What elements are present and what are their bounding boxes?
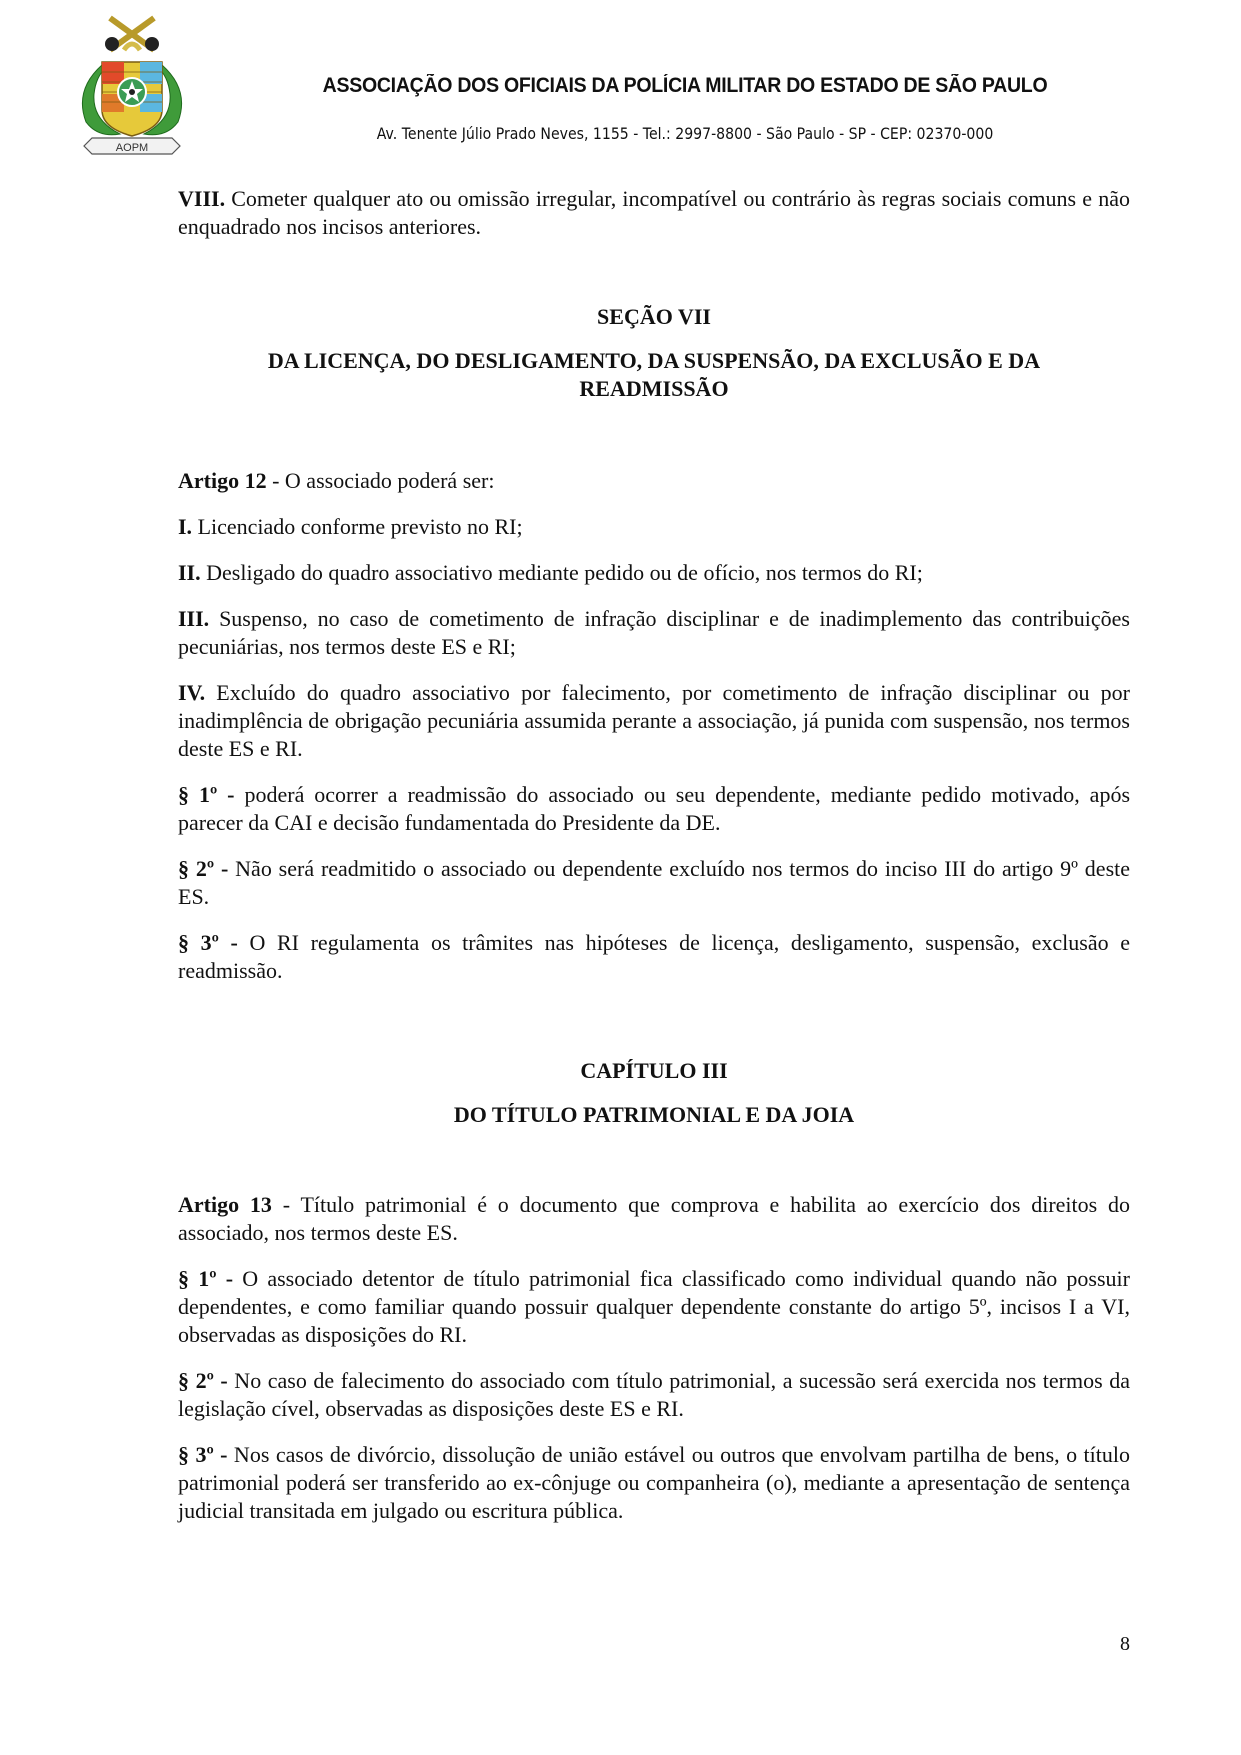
article-12-paragraph-1 <box>178 781 1130 837</box>
paragraph-text: poderá ocorrer a readmissão do associado ou seu dependente, mediante pedido motivado, após parecer da CAI e decisão fundamentada do Presidente da DE. <box>178 782 1131 835</box>
article-label: Artigo 12 <box>178 468 267 493</box>
item-text: Excluído do quadro associativo por falecimento, por cometimento de infração disciplinar ou por inadimplência de obrigação pecuniária assumida perante a associação, já punida com suspensão, nos termos deste ES e RI. <box>178 680 1130 761</box>
article-12-paragraph-2 <box>178 855 1130 911</box>
article-13 <box>178 1191 1130 1247</box>
article-12 <box>178 467 1130 495</box>
page-number: 8 <box>1120 1633 1130 1655</box>
paragraph-label: § 1º - <box>178 782 235 807</box>
section-subheading: DA LICENÇA, DO DESLIGAMENTO, DA SUSPENSÃO, DA EXCLUSÃO E DA READMISSÃO <box>267 348 1041 401</box>
chapter-subheading: DO TÍTULO PATRIMONIAL E DA JOIA <box>453 1102 855 1127</box>
article-13-paragraph-1 <box>178 1265 1130 1349</box>
aopm-crest-logo <box>72 10 192 160</box>
article-12-item-iii <box>178 605 1130 661</box>
article-12-item-ii <box>178 559 1130 587</box>
paragraph-text: O associado detentor de título patrimonial fica classificado como individual quando não possuir dependentes, e como familiar quando possuir qualquer dependente constante do artigo 5º, incisos I a VI, observadas as disposições do RI. <box>178 1266 1130 1347</box>
logo-text: AOPM <box>115 142 149 154</box>
article-13-paragraph-2 <box>178 1367 1130 1423</box>
article-text: - Título patrimonial é o documento que comprova e habilita ao exercício dos direitos do associado, nos termos deste ES. <box>178 1192 1131 1245</box>
item-label: IV. <box>178 680 206 705</box>
article-13-paragraph-3 <box>178 1441 1130 1525</box>
page-header <box>0 0 1241 170</box>
article-label: Artigo 13 <box>178 1192 272 1217</box>
shield-icon <box>102 62 162 136</box>
section-heading: SEÇÃO VII <box>597 304 711 329</box>
paragraph-text: Não será readmitido o associado ou dependente excluído nos termos do inciso III do artigo 9º deste ES. <box>178 856 1131 909</box>
article-text: - O associado poderá ser: <box>266 468 495 493</box>
article-12-paragraph-3 <box>178 929 1130 985</box>
paragraph-text: No caso de falecimento do associado com título patrimonial, a sucessão será exercida nos termos da legislação cível, observadas as disposições deste ES e RI. <box>178 1368 1130 1421</box>
inciso-viii <box>178 185 1130 241</box>
organization-title: ASSOCIAÇÃO DOS OFICIAIS DA POLÍCIA MILITAR DO ESTADO DE SÃO PAULO <box>322 74 1048 97</box>
paragraph-label: § 3º - <box>178 930 238 955</box>
item-label: I. <box>178 514 193 539</box>
item-label: II. <box>178 560 201 585</box>
item-text: Cometer qualquer ato ou omissão irregular, incompatível ou contrário às regras sociais comuns e não enquadrado nos incisos anteriores. <box>178 186 1130 239</box>
paragraph-label: § 1º - <box>178 1266 234 1291</box>
article-12-item-iv <box>178 679 1130 763</box>
organization-address: Av. Tenente Júlio Prado Neves, 1155 - Tel.: 2997-8800 - São Paulo - SP - CEP: 02370-000 <box>376 124 994 143</box>
article-12-item-i <box>178 513 1130 541</box>
document-body <box>178 185 1130 1525</box>
chapter-heading: CAPÍTULO III <box>580 1058 728 1083</box>
paragraph-label: § 2º - <box>178 1368 228 1393</box>
paragraph-label: § 2º - <box>178 856 229 881</box>
item-text: Licenciado conforme previsto no RI; <box>192 514 523 539</box>
paragraph-label: § 3º - <box>178 1442 228 1467</box>
paragraph-text: Nos casos de divórcio, dissolução de união estável ou outros que envolvam partilha de bens, o título patrimonial poderá ser transferido ao ex-cônjuge ou companheira (o), mediante a apresentação de sentença judicial transitada em julgado ou escritura pública. <box>178 1442 1131 1523</box>
item-text: Desligado do quadro associativo mediante pedido ou de ofício, nos termos do RI; <box>200 560 923 585</box>
crossed-swords-icon <box>105 18 159 51</box>
paragraph-text: O RI regulamenta os trâmites nas hipóteses de licença, desligamento, suspensão, exclusão e readmissão. <box>178 930 1130 983</box>
item-label: VIII. <box>178 186 226 211</box>
item-text: Suspenso, no caso de cometimento de infração disciplinar e de inadimplemento das contribuições pecuniárias, nos termos deste ES e RI; <box>178 606 1130 659</box>
item-label: III. <box>178 606 210 631</box>
